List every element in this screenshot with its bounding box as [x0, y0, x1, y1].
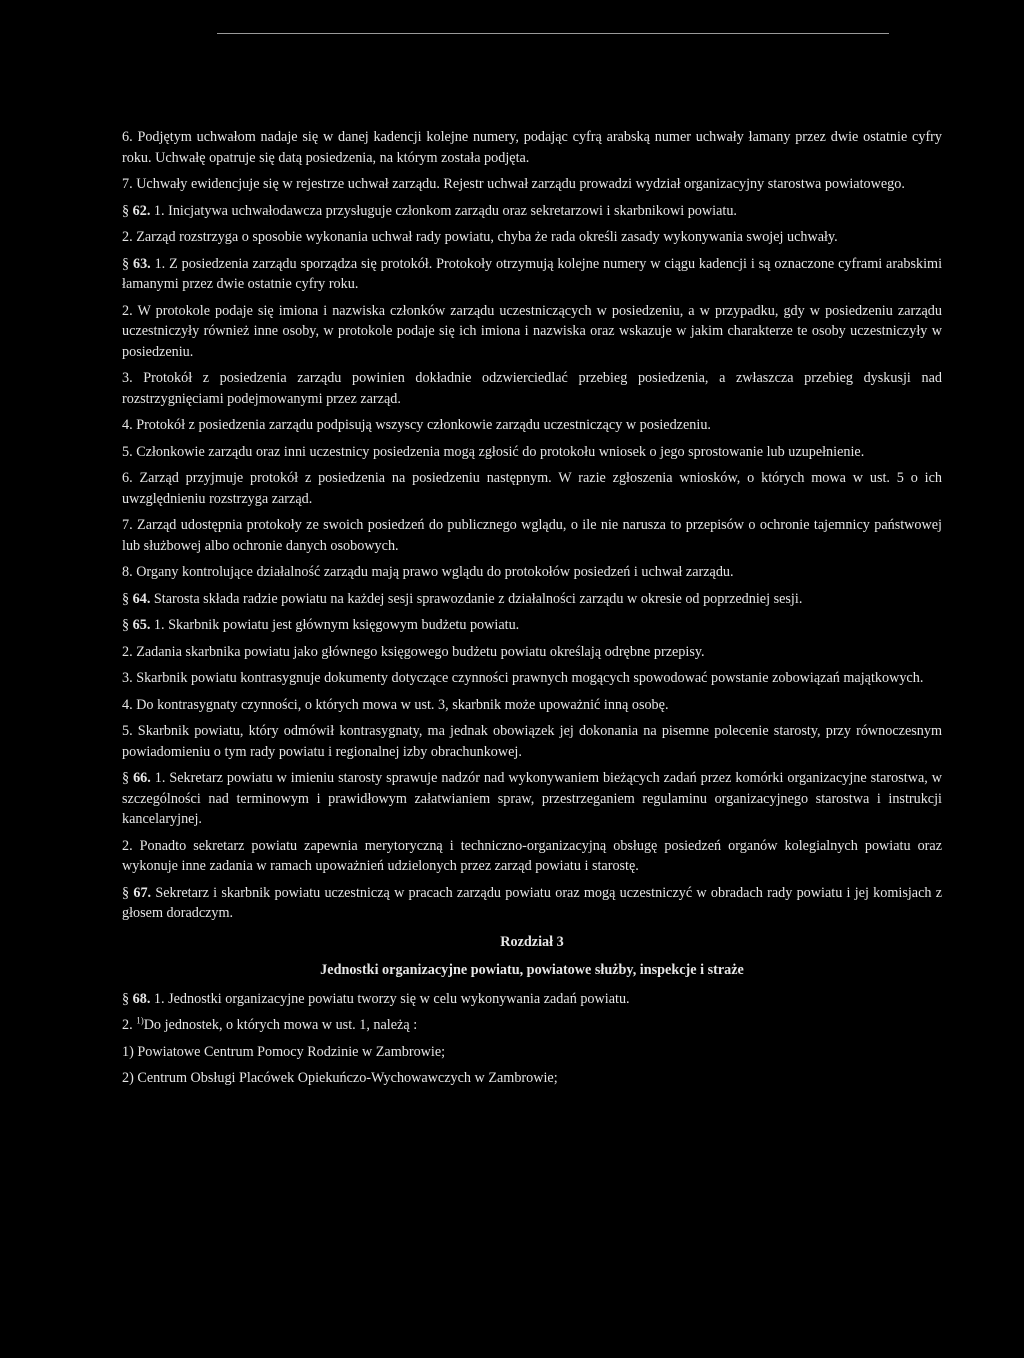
section-63-point-3: 3. Protokół z posiedzenia zarządu powinien dokładnie odzwierciedlać przebieg posiedzenia, a zwłaszcza przebieg dyskusji nad rozstrzygnięciami podejmowanymi przez zarząd.	[122, 370, 942, 407]
section-65-number: 65.	[132, 617, 151, 633]
section-64	[122, 589, 942, 610]
section-62-text-1: 1. Inicjatywa uchwałodawcza przysługuje członkom zarządu oraz sekretarzowi i skarbnikowi powiatu.	[153, 202, 737, 219]
section-sign: §	[122, 590, 130, 607]
section-65-point-4: 4. Do kontrasygnaty czynności, o których mowa w ust. 3, skarbnik może upoważnić inną osobę.	[122, 696, 669, 713]
section-63-point-1	[122, 254, 942, 295]
section-65-point-5: 5. Skarbnik powiatu, który odmówił kontrasygnaty, ma jednak obowiązek jej dokonania na pisemne polecenie starosty, przy równoczesnym powiadomieniu o tym rady powiatu i regionalnej izby obrachunkowej.	[122, 723, 942, 760]
section-63-point-8: 8. Organy kontrolujące działalność zarządu mają prawo wglądu do protokołów posiedzeń i uchwał zarządu.	[122, 564, 734, 580]
section-66-point-1	[122, 768, 942, 830]
section-63-point-7: 7. Zarząd udostępnia protokoły ze swoich posiedzeń do publicznego wglądu, o ile nie narusza to przepisów o ochronie tajemnicy państwowej lub służbowej albo ochronie danych osobowych.	[122, 517, 942, 554]
section-64-text: Starosta składa radzie powiatu na każdej sesji sprawozdanie z działalności zarządu w okresie od poprzedniej sesji.	[153, 590, 803, 607]
section-sign: §	[122, 202, 130, 219]
section-66-point-2: 2. Ponadto sekretarz powiatu zapewnia merytoryczną i techniczno-organizacyjną obsługę posiedzeń organów kolegialnych powiatu oraz wykonuje inne zadania w ramach upoważnień udzielonych przez zarząd powiatu i starostę.	[122, 837, 942, 874]
section-65-point-3: 3. Skarbnik powiatu kontrasygnuje dokumenty dotyczące czynności prawnych mogących spowodować powstanie zobowiązań majątkowych.	[122, 670, 924, 686]
section-sign: §	[122, 255, 130, 272]
section-sign: §	[122, 884, 130, 901]
section-67-number: 67.	[133, 884, 152, 901]
section-63-point-2: 2. W protokole podaje się imiona i nazwiska członków zarządu uczestniczących w posiedzeniu, a w przypadku, gdy w posiedzeniu zarządu uczestniczyły również inne osoby, w protokole podaje się ich imiona i nazwiska oraz wskazuje w jakim charakterze te osoby uczestniczyły w posiedzeniu.	[122, 302, 942, 360]
document-body	[122, 127, 942, 1095]
section-62-number: 62.	[132, 202, 151, 219]
list-item: 2) Centrum Obsługi Placówek Opiekuńczo-Wychowawczych w Zambrowie;	[122, 1070, 558, 1086]
section-63-point-5: 5. Członkowie zarządu oraz inni uczestnicy posiedzenia mogą zgłosić do protokołu wniosek o jego sprostowanie lub uzupełnienie.	[122, 443, 865, 460]
section-63-point-6: 6. Zarząd przyjmuje protokół z posiedzenia na posiedzeniu następnym. W razie zgłoszenia wniosków, o których mowa w ust. 5 o ich uwzględnieniu rozstrzyga zarząd.	[122, 470, 942, 507]
section-68-point-2	[122, 1015, 942, 1036]
section-68-point-2-number: 2.	[122, 1017, 133, 1033]
paragraph-7: 7. Uchwały ewidencjuje się w rejestrze uchwał zarządu. Rejestr uchwał zarządu prowadzi wydział organizacyjny starostwa powiatowego.	[122, 176, 905, 192]
section-64-number: 64.	[132, 590, 151, 607]
footnote-marker: 1)	[136, 1015, 144, 1026]
section-sign: §	[122, 990, 130, 1007]
top-divider-line	[217, 33, 889, 34]
section-63-number: 63.	[132, 255, 151, 272]
section-65-point-1	[122, 615, 942, 636]
section-68-number: 68.	[132, 990, 151, 1007]
section-62-point-2: 2. Zarząd rozstrzyga o sposobie wykonania uchwał rady powiatu, chyba że rada określi zasady wykonywania swojej uchwały.	[122, 229, 838, 245]
section-67-text: Sekretarz i skarbnik powiatu uczestniczą w pracach zarządu powiatu oraz mogą uczestniczyć w obradach rady powiatu i jej komisjach z głosem doradczym.	[122, 884, 943, 921]
section-sign: §	[122, 617, 130, 633]
section-68-point-2-text: Do jednostek, o których mowa w ust. 1, należą :	[143, 1017, 418, 1033]
section-63-point-4: 4. Protokół z posiedzenia zarządu podpisują wszyscy członkowie zarządu uczestniczący w posiedzeniu.	[122, 417, 711, 433]
list-item: 1) Powiatowe Centrum Pomocy Rodzinie w Zambrowie;	[122, 1043, 446, 1060]
paragraph-6: 6. Podjętym uchwałom nadaje się w danej kadencji kolejne numery, podając cyfrą arabską numer uchwały łamany przez dwie ostatnie cyfry roku. Uchwałę opatruje się datą posiedzenia, na którym została podjęta.	[122, 129, 942, 166]
section-68-text-1: 1. Jednostki organizacyjne powiatu tworzy się w celu wykonywania zadań powiatu.	[153, 990, 630, 1007]
section-sign: §	[122, 770, 130, 786]
chapter-subtitle: Jednostki organizacyjne powiatu, powiatowe służby, inspekcje i straże	[320, 962, 744, 978]
section-68-point-1	[122, 989, 942, 1010]
section-62-point-1	[122, 201, 942, 222]
section-65-text-1: 1. Skarbnik powiatu jest głównym księgowym budżetu powiatu.	[153, 617, 520, 633]
section-66-text-1: 1. Sekretarz powiatu w imieniu starosty sprawuje nadzór nad wykonywaniem bieżących zadań przez komórki organizacyjne starostwa, w szczególności nad terminowym i prawidłowym załatwianiem spraw, przestrzeganiem regulaminu organizacyjnego starostwa i instrukcji kancelaryjnej.	[122, 770, 943, 827]
section-67	[122, 883, 942, 924]
section-66-number: 66.	[133, 770, 151, 786]
chapter-title: Rozdział 3	[500, 933, 564, 950]
section-63-text-1: 1. Z posiedzenia zarządu sporządza się protokół. Protokoły otrzymują kolejne numery w ciągu kadencji i są oznaczone cyframi arabskimi łamanymi przez dwie ostatnie cyfry roku.	[122, 255, 943, 292]
section-65-point-2: 2. Zadania skarbnika powiatu jako głównego księgowego budżetu powiatu określają odrębne przepisy.	[122, 643, 705, 660]
